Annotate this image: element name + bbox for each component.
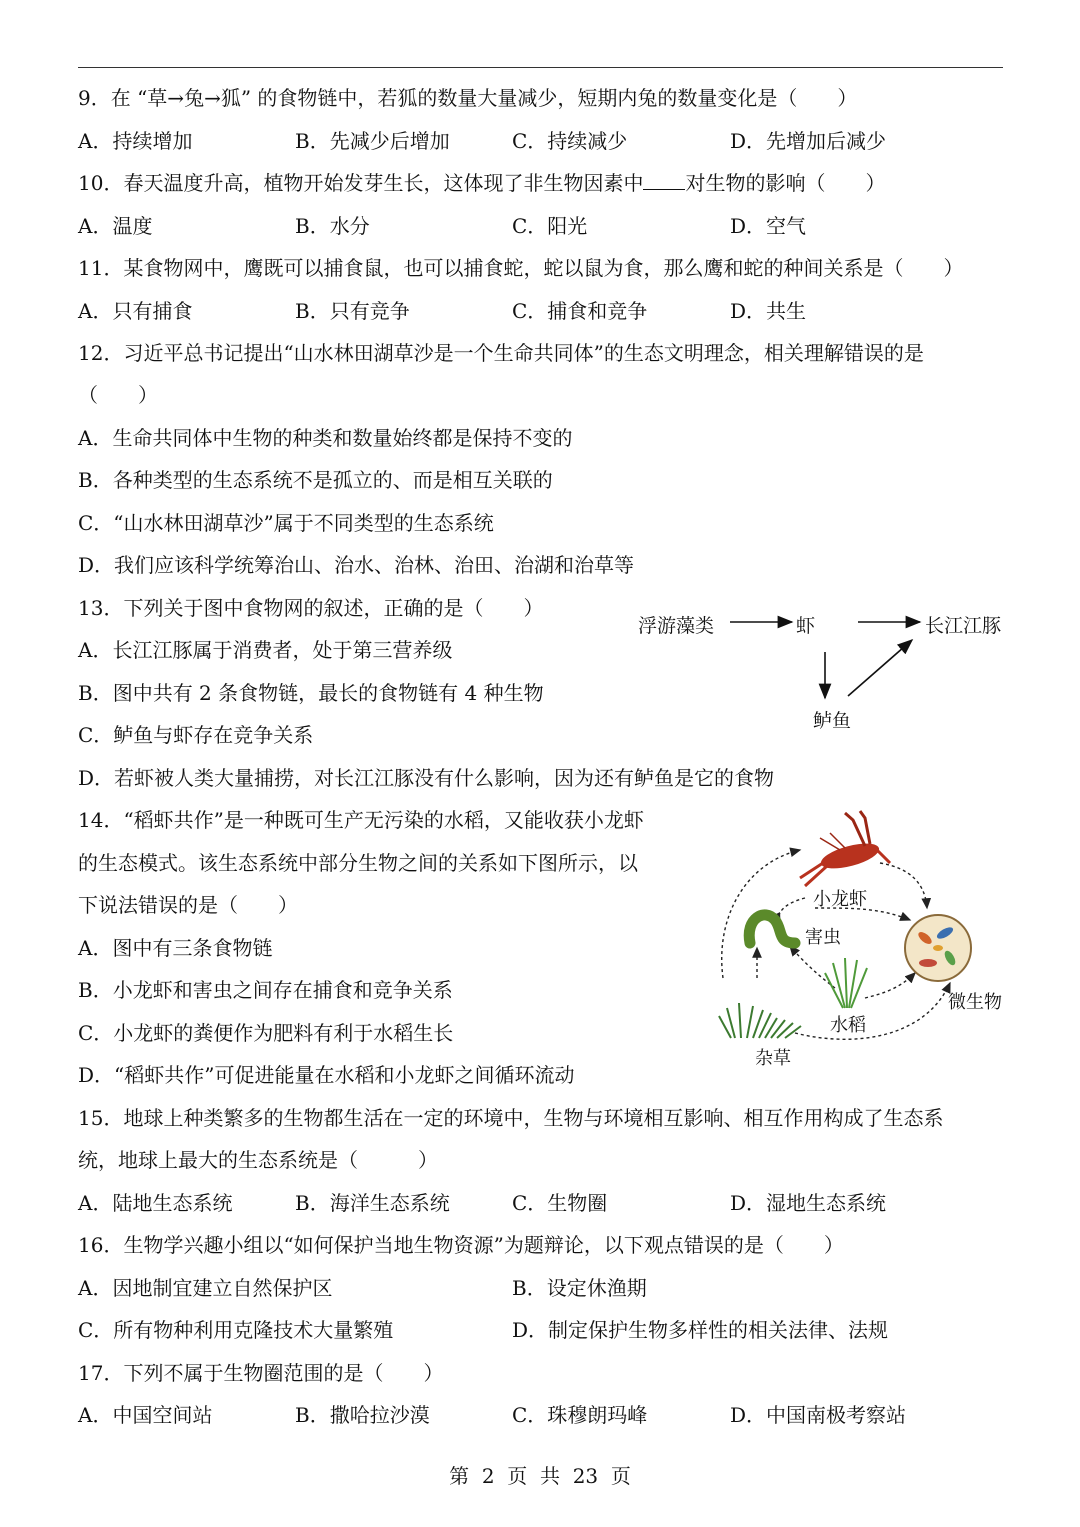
q16-option-c: C．所有物种利用克隆技术大量繁殖 <box>78 1318 394 1342</box>
q11-option-a: A．只有捕食 <box>78 299 193 323</box>
q11-option-c: C．捕食和竞争 <box>512 299 648 323</box>
arrow-rice-to-pest <box>790 946 835 988</box>
q17-option-c: C．珠穆朗玛峰 <box>512 1403 648 1427</box>
question-14-stem: 14．“稻虾共作”是一种既可生产无污染的水稻，又能收获小龙虾 <box>78 808 644 832</box>
q14-option-b: B．小龙虾和害虫之间存在捕食和竞争关系 <box>78 978 453 1002</box>
crayfish-icon <box>800 811 890 886</box>
arrow-crayfish-to-pest <box>779 898 805 923</box>
question-9-stem: 9．在 “草→兔→狐” 的食物链中，若狐的数量大量减少，短期内兔的数量变化是（ ） <box>78 86 858 110</box>
question-15-stem-cont: 统，地球上最大的生态系统是（ ） <box>78 1148 438 1172</box>
q10-option-c: C．阳光 <box>512 214 588 238</box>
q13-option-d: D．若虾被人类大量捕捞，对长江江豚没有什么影响，因为还有鲈鱼是它的食物 <box>78 766 775 790</box>
question-15-stem: 15．地球上种类繁多的生物都生活在一定的环境中，生物与环境相互影响、相互作用构成了生态系 <box>78 1106 944 1130</box>
q15-option-a: A．陆地生态系统 <box>78 1191 233 1215</box>
page-footer: 第 2 页 共 23 页 <box>449 1464 631 1488</box>
q9-option-a: A．持续增加 <box>78 129 193 153</box>
label-shrimp: 虾 <box>796 615 816 637</box>
weed-icon <box>719 1003 801 1038</box>
q13-option-a: A．长江江豚属于消费者，处于第三营养级 <box>78 638 453 662</box>
question-13-stem: 13．下列关于图中食物网的叙述，正确的是（ ） <box>78 596 544 620</box>
label-pest: 害虫 <box>805 927 841 948</box>
header-rule <box>78 67 1003 68</box>
question-14-stem-cont2: 下说法错误的是（ ） <box>78 893 298 917</box>
q12-option-b: B．各种类型的生态系统不是孤立的、而是相互关联的 <box>78 468 553 492</box>
arrow-rice-to-microbe <box>865 973 915 998</box>
q14-ecosystem-figure <box>705 808 1035 1070</box>
label-dolphin: 长江江豚 <box>925 615 1002 637</box>
q12-option-a: A．生命共同体中生物的种类和数量始终都是保持不变的 <box>78 426 573 450</box>
label-weed: 杂草 <box>755 1048 791 1069</box>
q9-option-b: B．先减少后增加 <box>295 129 450 153</box>
question-12-stem: 12．习近平总书记提出“山水林田湖草沙是一个生命共同体”的生态文明理念，相关理解错误的是 <box>78 341 924 365</box>
question-12-stem-cont: （ ） <box>78 383 158 407</box>
arrow-crayfish-to-microbe <box>880 863 927 908</box>
q16-option-d: D．制定保护生物多样性的相关法律、法规 <box>512 1318 889 1342</box>
q11-option-d: D．共生 <box>730 299 807 323</box>
q11-option-b: B．只有竞争 <box>295 299 410 323</box>
q9-option-d: D．先增加后减少 <box>730 129 887 153</box>
q10-option-b: B．水分 <box>295 214 370 238</box>
q13-option-b: B．图中共有 2 条食物链，最长的食物链有 4 种生物 <box>78 681 544 705</box>
q9-option-c: C．持续减少 <box>512 129 628 153</box>
label-algae: 浮游藻类 <box>638 615 715 637</box>
q14-option-a: A．图中有三条食物链 <box>78 936 273 960</box>
q17-option-a: A．中国空间站 <box>78 1403 213 1427</box>
q12-option-c: C．“山水林田湖草沙”属于不同类型的生态系统 <box>78 511 494 535</box>
ecosystem-drawing <box>705 808 1035 1070</box>
q17-option-b: B．撒哈拉沙漠 <box>295 1403 430 1427</box>
q12-option-d: D．我们应该科学统筹治山、治水、治林、治田、治湖和治草等 <box>78 553 635 577</box>
q14-option-c: C．小龙虾的粪便作为肥料有利于水稻生长 <box>78 1021 454 1045</box>
q15-option-b: B．海洋生态系统 <box>295 1191 450 1215</box>
q16-option-a: A．因地制宜建立自然保护区 <box>78 1276 333 1300</box>
q15-option-d: D．湿地生态系统 <box>730 1191 887 1215</box>
question-17-stem: 17．下列不属于生物圈范围的是（ ） <box>78 1361 444 1385</box>
question-11-stem: 11．某食物网中，鹰既可以捕食鼠，也可以捕食蛇，蛇以鼠为食，那么鹰和蛇的种间关系是（ ） <box>78 256 964 280</box>
arrow-weed-to-microbe <box>795 983 950 1039</box>
q13-option-c: C．鲈鱼与虾存在竞争关系 <box>78 723 314 747</box>
pest-icon <box>749 915 795 943</box>
q10-option-a: A．温度 <box>78 214 153 238</box>
q16-option-b: B．设定休渔期 <box>512 1276 647 1300</box>
q10-stem-before: 10．春天温度升高，植物开始发芽生长，这体现了非生物因素中 <box>78 171 644 195</box>
q17-option-d: D．中国南极考察站 <box>730 1403 907 1427</box>
microbe-icon <box>905 915 971 981</box>
label-crayfish: 小龙虾 <box>813 889 867 910</box>
q10-option-d: D．空气 <box>730 214 807 238</box>
q13-food-web-figure <box>630 600 1020 735</box>
question-10-stem <box>78 170 885 196</box>
q10-blank <box>643 171 685 190</box>
label-rice: 水稻 <box>830 1015 866 1036</box>
q15-option-c: C．生物圈 <box>512 1191 608 1215</box>
label-perch: 鲈鱼 <box>813 710 852 732</box>
label-microbe: 微生物 <box>948 992 1002 1013</box>
question-14-stem-cont: 的生态模式。该生态系统中部分生物之间的关系如下图所示，以 <box>78 851 638 875</box>
rice-icon <box>825 958 867 1008</box>
arrow-perch-to-dolphin <box>848 640 912 696</box>
q10-stem-after: 对生物的影响（ ） <box>685 171 886 195</box>
question-16-stem: 16．生物学兴趣小组以“如何保护当地生物资源”为题辩论，以下观点错误的是（ ） <box>78 1233 844 1257</box>
q14-option-d: D．“稻虾共作”可促进能量在水稻和小龙虾之间循环流动 <box>78 1063 575 1087</box>
